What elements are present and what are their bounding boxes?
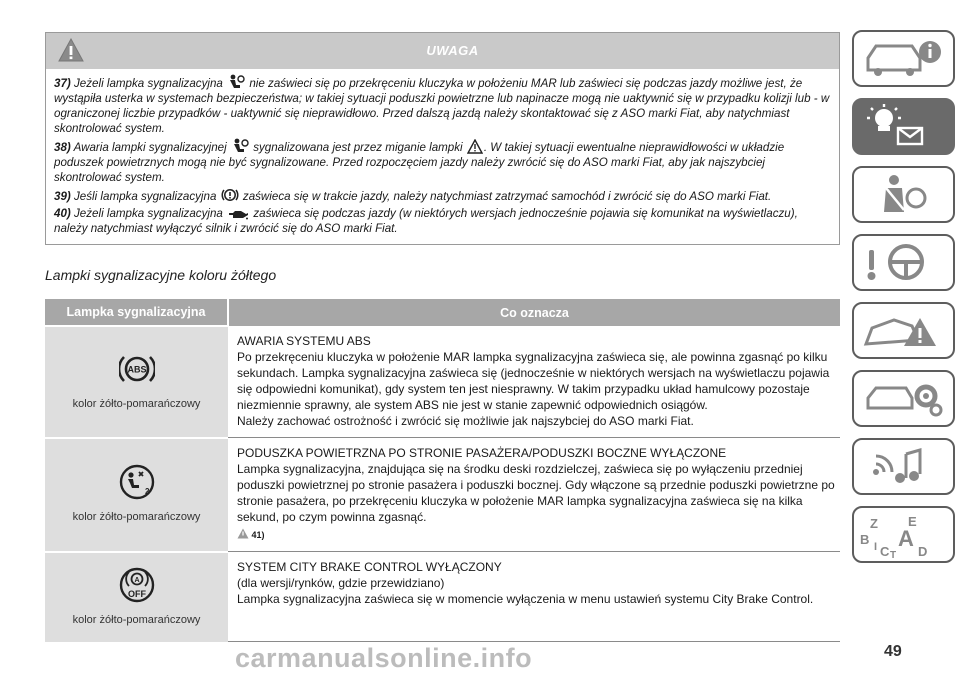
warning-text: Jeżeli lampka sygnalizacyjna (74, 77, 223, 90)
warning-text: sygnalizowana jest przez miganie lampki (253, 141, 463, 154)
warning-box (45, 32, 840, 245)
index-letter: T (890, 550, 897, 561)
note-reference (237, 527, 840, 543)
chapter-sidebar (852, 30, 955, 574)
tab-multimedia[interactable] (852, 438, 955, 495)
steering-wheel-icon (854, 236, 953, 289)
warning-lights-table (45, 299, 840, 642)
meaning-title: PODUSZKA POWIETRZNA PO STRONIE PASAŻERA/PODUSZKI BOCZNE WYŁĄCZONE (237, 446, 727, 460)
lamp-cell (45, 552, 228, 642)
meaning-text: Lampka sygnalizacyjna zaświeca się w momencie wyłączenia w menu ustawień systemu City Brake Control. (237, 592, 814, 606)
table-row (45, 326, 840, 438)
multimedia-icon (854, 440, 953, 493)
warning-triangle-icon (58, 38, 84, 62)
lamp-cell (45, 326, 228, 438)
warning-text: . W takiej sytuacji ewentualne nieprawidłowości w układzie poduszek powietrznych mogą nie być sygnalizowane. Przed rozpoczęciem jazdy należy zwrócić się do ASO marki Fiat, aby jak najszybciej skontrolować system. (54, 141, 785, 184)
lamp-cell (45, 438, 228, 552)
warning-item-38 (54, 138, 831, 185)
warning-text: Awaria lampki sygnalizacyjnej (73, 141, 227, 154)
airbag-passenger-icon (227, 74, 245, 90)
lamp-color-label: kolor żółto-pomarańczowy (72, 398, 201, 411)
warning-triangle-icon (467, 139, 483, 154)
meaning-title: SYSTEM CITY BRAKE CONTROL WYŁĄCZONY (237, 560, 502, 574)
tab-index[interactable] (852, 506, 955, 563)
index-letter: I (874, 541, 878, 553)
tab-maintenance[interactable] (852, 370, 955, 427)
column-header-meaning: Co oznacza (228, 299, 840, 326)
warning-body (46, 69, 839, 244)
lamp-color-label: kolor żółto-pomarańczowy (72, 613, 201, 626)
column-header-lamp: Lampka sygnalizacyjna (45, 299, 228, 326)
svg-text:ABS: ABS (126, 364, 147, 375)
airbag-passenger-icon (231, 138, 249, 154)
page-number: 49 (884, 643, 902, 660)
meaning-cell (228, 326, 840, 438)
warning-lights-icon (854, 100, 953, 153)
alphabetical-index-icon (854, 508, 953, 561)
svg-text:OFF: OFF (127, 588, 146, 599)
engine-oil-icon (227, 208, 249, 220)
index-letter: A (898, 526, 914, 551)
lamp-color-label: kolor żółto-pomarańczowy (72, 511, 201, 523)
index-letter: E (908, 514, 917, 529)
warning-number: 39) (54, 190, 71, 203)
meaning-cell (228, 438, 840, 552)
seat-belt-icon (854, 168, 953, 221)
brake-system-icon (221, 187, 239, 203)
warning-number: 40) (54, 207, 71, 220)
warning-title: UWAGA (426, 43, 479, 58)
passenger-airbag-off-icon (119, 464, 155, 500)
index-letter: Z (870, 516, 878, 531)
meaning-subtitle: (dla wersji/rynków, gdzie przewidziano) (237, 576, 445, 590)
warning-text: nie zaświeci się po przekręceniu kluczyka w położeniu MAR lub zaświeci się podczas jazdy możliwe jest, że wystąpiła usterka w systemach bezpieczeństwa; w takiej sytuacji poduszki powietrzne lub napinacze mogą nie uaktywnić się w przypadku kolizji lub - w ograniczonej liczbie przypadków - uaktywnić się nieprawidłowo. Przed dalszą jazdą należy skontaktować się z ASO marki Fiat, aby natychmiast skontrolować system. (54, 77, 830, 135)
tab-car-info[interactable] (852, 30, 955, 87)
warning-text: Jeżeli lampka sygnalizacyjna (74, 207, 223, 220)
tab-safety[interactable] (852, 166, 955, 223)
warning-item-37 (54, 74, 831, 136)
section-title: Lampki sygnalizacyjne koloru żółtego (45, 267, 277, 283)
abs-icon (119, 351, 155, 387)
service-icon (854, 372, 953, 425)
index-letter: B (860, 532, 870, 547)
tab-starting-driving[interactable] (852, 234, 955, 291)
meaning-text: Lampka sygnalizacyjna, znajdująca się na środku deski rozdzielczej, zaświeca się po wyłączeniu przedniej poduszki powietrznej po stronie pasażera i poduszki bocznej. Gdy włączone są przednie poduszki powietrzne po stronie pasażera, po przekręceniu kluczyka w położenie MAR lampka sygnalizacyjna zaświeca się na kilka sekund, po czym powinna zgasnąć. (237, 462, 835, 524)
warning-item-40 (54, 206, 831, 236)
meaning-title: AWARIA SYSTEMU ABS (237, 334, 371, 348)
tab-emergency[interactable] (852, 302, 955, 359)
car-info-icon (854, 32, 953, 85)
warning-text: zaświeca się podczas jazdy (w niektórych wersjach jednocześnie pojawia się komunikat na wyświetlaczu), należy natychmiast wyłączyć silnik i zwrócić się do ASO marki Fiat. (54, 207, 798, 235)
watermark: carmanualsonline.info (235, 643, 533, 673)
warning-header (46, 33, 839, 69)
index-letter: C (880, 544, 890, 559)
tab-warning-lights[interactable] (852, 98, 955, 155)
meaning-text: Należy zachować ostrożność i zwrócić się możliwie jak najszybciej do ASO marki Fiat. (237, 414, 694, 428)
warning-triangle-icon (237, 528, 249, 539)
warning-item-39 (54, 187, 831, 204)
svg-text:A: A (133, 576, 140, 584)
index-letter: D (918, 544, 928, 559)
table-row (45, 438, 840, 552)
warning-text: Jeśli lampka sygnalizacyjna (74, 190, 217, 203)
breakdown-icon (854, 304, 953, 357)
meaning-text: Po przekręceniu kluczyka w położenie MAR lampka sygnalizacyjna zaświeca się, ale powinna zgasnąć po kilku sekundach. Lampka sygnalizacyjna zaświeca się (jednocześnie w niektórych wersjach na wyświetlaczu pojawia się odpowiedni komunikat), gdy system ten jest niesprawny. W takim przypadku układ hamulcowy pozostaje niezmiennie sprawny, ale system ABS nie jest w stanie zapewnić odpowiednich osiągów. (237, 350, 830, 412)
meaning-cell (228, 552, 840, 642)
city-brake-off-icon (119, 567, 155, 603)
warning-number: 37) (54, 77, 71, 90)
svg-text:2: 2 (144, 487, 149, 496)
table-header-row (45, 299, 840, 326)
main-content (45, 32, 840, 642)
note-number: 41) (251, 530, 265, 540)
warning-number: 38) (54, 141, 71, 154)
warning-text: zaświeca się w trakcie jazdy, należy natychmiast zatrzymać samochód i zwrócić się do ASO marki Fiat. (242, 190, 772, 203)
table-row (45, 552, 840, 642)
